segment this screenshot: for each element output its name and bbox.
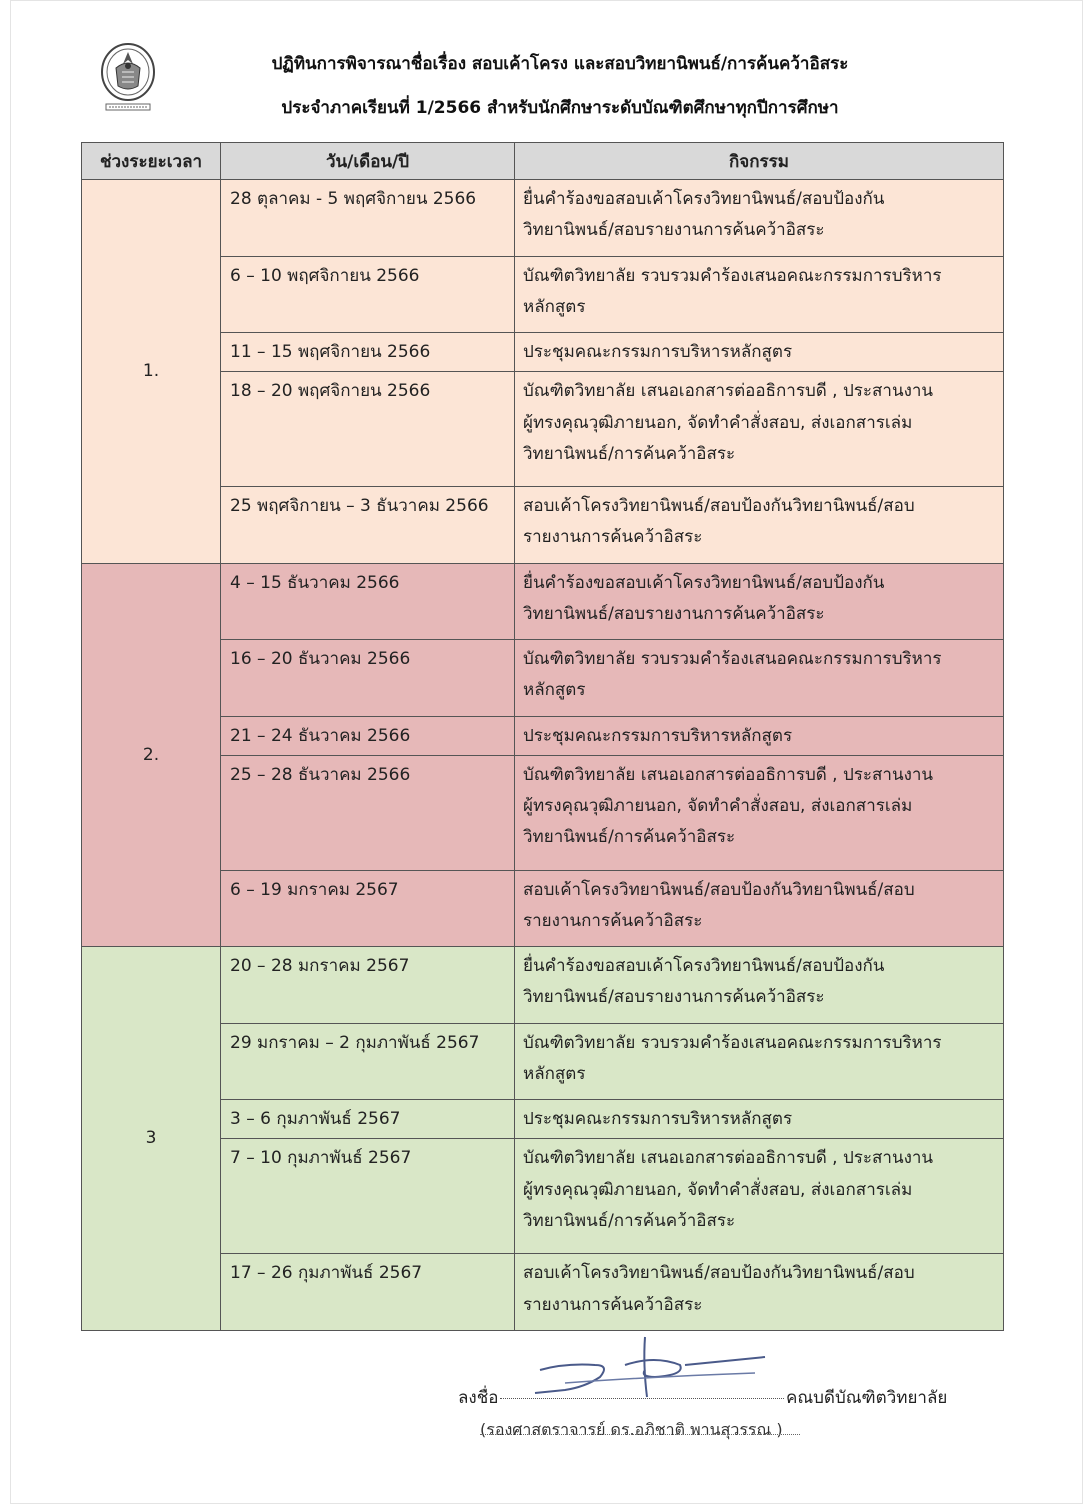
activity-cell bbox=[515, 180, 1004, 257]
signature-line bbox=[500, 1398, 784, 1399]
activity-line: สอบเค้าโครงวิทยานิพนธ์/สอบป้องกันวิทยานิพนธ์/สอบ bbox=[523, 879, 915, 900]
table-row bbox=[82, 372, 1004, 487]
date-cell: 20 – 28 มกราคม 2567 bbox=[221, 947, 515, 1024]
activity-line: บัณฑิตวิทยาลัย เสนอเอกสารต่ออธิการบดี , ประสานงาน bbox=[523, 1148, 934, 1169]
activity-line: บัณฑิตวิทยาลัย รวบรวมคำร้องเสนอคณะกรรมการบริหาร bbox=[523, 265, 942, 286]
table-row bbox=[82, 716, 1004, 755]
table-row bbox=[82, 256, 1004, 333]
table-row bbox=[82, 640, 1004, 717]
activity-cell bbox=[515, 333, 1004, 372]
activity-line: วิทยานิพนธ์/สอบรายงานการค้นคว้าอิสระ bbox=[523, 987, 825, 1008]
activity-cell bbox=[515, 1254, 1004, 1331]
table-row bbox=[82, 180, 1004, 257]
table-row bbox=[82, 947, 1004, 1024]
table-row bbox=[82, 870, 1004, 947]
document-title-line2: ประจำภาคเรียนที่ 1/2566 สำหรับนักศึกษาระดับบัณฑิตศึกษาทุกปีการศึกษา bbox=[281, 98, 839, 118]
activity-line: สอบเค้าโครงวิทยานิพนธ์/สอบป้องกันวิทยานิพนธ์/สอบ bbox=[523, 1263, 915, 1284]
activity-line: ยื่นคำร้องขอสอบเค้าโครงวิทยานิพนธ์/สอบป้องกัน bbox=[523, 189, 885, 209]
activity-line: ประชุมคณะกรรมการบริหารหลักสูตร bbox=[523, 1109, 793, 1130]
date-cell: 28 ตุลาคม - 5 พฤศจิกายน 2566 bbox=[221, 180, 515, 257]
date-cell: 7 – 10 กุมภาพันธ์ 2567 bbox=[221, 1139, 515, 1254]
activity-line: ผู้ทรงคุณวุฒิภายนอก, จัดทำคำสั่งสอบ, ส่งเอกสารเล่ม bbox=[523, 1179, 913, 1200]
table-row bbox=[82, 487, 1004, 564]
activity-cell bbox=[515, 947, 1004, 1024]
date-cell: 21 – 24 ธันวาคม 2566 bbox=[221, 716, 515, 755]
date-cell: 6 – 19 มกราคม 2567 bbox=[221, 870, 515, 947]
activity-cell bbox=[515, 1100, 1004, 1139]
activity-line: ประชุมคณะกรรมการบริหารหลักสูตร bbox=[523, 725, 793, 746]
period-cell: 1. bbox=[82, 180, 221, 564]
activity-line: วิทยานิพนธ์/การค้นคว้าอิสระ bbox=[523, 443, 736, 464]
period-cell: 3 bbox=[82, 947, 221, 1331]
table-row bbox=[82, 1023, 1004, 1100]
activity-line: หลักสูตร bbox=[523, 1063, 586, 1084]
signatory-name-underline bbox=[480, 1434, 800, 1435]
date-cell: 18 – 20 พฤศจิกายน 2566 bbox=[221, 372, 515, 487]
period-cell: 2. bbox=[82, 563, 221, 947]
schedule-table bbox=[81, 142, 1004, 1331]
activity-cell bbox=[515, 716, 1004, 755]
activity-cell bbox=[515, 755, 1004, 870]
date-cell: 16 – 20 ธันวาคม 2566 bbox=[221, 640, 515, 717]
signatory-name: (รองศาสตราจารย์ ดร.อภิชาติ พานสุวรรณ ) bbox=[480, 1420, 783, 1439]
date-cell: 25 – 28 ธันวาคม 2566 bbox=[221, 755, 515, 870]
signature-label: ลงชื่อ bbox=[458, 1388, 499, 1408]
activity-cell bbox=[515, 640, 1004, 717]
table-header-row bbox=[82, 143, 1004, 180]
table-row bbox=[82, 1254, 1004, 1331]
activity-line: หลักสูตร bbox=[523, 296, 586, 317]
column-header-activity: กิจกรรม bbox=[515, 143, 1004, 180]
activity-cell bbox=[515, 563, 1004, 640]
activity-line: หลักสูตร bbox=[523, 680, 586, 701]
activity-line: ยื่นคำร้องขอสอบเค้าโครงวิทยานิพนธ์/สอบป้องกัน bbox=[523, 572, 885, 593]
activity-line: สอบเค้าโครงวิทยานิพนธ์/สอบป้องกันวิทยานิพนธ์/สอบ bbox=[523, 496, 915, 517]
activity-cell bbox=[515, 870, 1004, 947]
date-cell: 6 – 10 พฤศจิกายน 2566 bbox=[221, 256, 515, 333]
handwritten-signature bbox=[525, 1335, 775, 1405]
activity-line: บัณฑิตวิทยาลัย รวบรวมคำร้องเสนอคณะกรรมการบริหาร bbox=[523, 649, 942, 670]
signature-role: คณบดีบัณฑิตวิทยาลัย bbox=[786, 1388, 948, 1408]
date-cell: 11 – 15 พฤศจิกายน 2566 bbox=[221, 333, 515, 372]
table-row bbox=[82, 1100, 1004, 1139]
date-cell: 29 มกราคม – 2 กุมภาพันธ์ 2567 bbox=[221, 1023, 515, 1100]
activity-line: วิทยานิพนธ์/สอบรายงานการค้นคว้าอิสระ bbox=[523, 603, 825, 624]
table-row bbox=[82, 755, 1004, 870]
table-row bbox=[82, 1139, 1004, 1254]
activity-line: ผู้ทรงคุณวุฒิภายนอก, จัดทำคำสั่งสอบ, ส่งเอกสารเล่ม bbox=[523, 412, 913, 433]
activity-line: บัณฑิตวิทยาลัย เสนอเอกสารต่ออธิการบดี , ประสานงาน bbox=[523, 381, 934, 402]
table-row bbox=[82, 563, 1004, 640]
activity-cell bbox=[515, 372, 1004, 487]
activity-line: วิทยานิพนธ์/สอบรายงานการค้นคว้าอิสระ bbox=[523, 220, 825, 241]
date-cell: 17 – 26 กุมภาพันธ์ 2567 bbox=[221, 1254, 515, 1331]
table-row bbox=[82, 333, 1004, 372]
activity-line: ประชุมคณะกรรมการบริหารหลักสูตร bbox=[523, 342, 793, 362]
activity-line: บัณฑิตวิทยาลัย รวบรวมคำร้องเสนอคณะกรรมการบริหาร bbox=[523, 1032, 942, 1053]
activity-line: บัณฑิตวิทยาลัย เสนอเอกสารต่ออธิการบดี , ประสานงาน bbox=[523, 764, 934, 785]
activity-line: ผู้ทรงคุณวุฒิภายนอก, จัดทำคำสั่งสอบ, ส่งเอกสารเล่ม bbox=[523, 796, 913, 817]
activity-cell bbox=[515, 487, 1004, 564]
activity-line: รายงานการค้นคว้าอิสระ bbox=[523, 1294, 703, 1315]
document-title-line1: ปฏิทินการพิจารณาชื่อเรื่อง สอบเค้าโครง และสอบวิทยานิพนธ์/การค้นคว้าอิสระ bbox=[271, 54, 849, 74]
date-cell: 3 – 6 กุมภาพันธ์ 2567 bbox=[221, 1100, 515, 1139]
activity-line: ยื่นคำร้องขอสอบเค้าโครงวิทยานิพนธ์/สอบป้องกัน bbox=[523, 956, 885, 977]
activity-cell bbox=[515, 1139, 1004, 1254]
activity-line: รายงานการค้นคว้าอิสระ bbox=[523, 527, 703, 548]
activity-cell bbox=[515, 1023, 1004, 1100]
column-header-date: วัน/เดือน/ปี bbox=[221, 143, 515, 180]
activity-cell bbox=[515, 256, 1004, 333]
activity-line: วิทยานิพนธ์/การค้นคว้าอิสระ bbox=[523, 827, 736, 848]
activity-line: รายงานการค้นคว้าอิสระ bbox=[523, 910, 703, 931]
date-cell: 4 – 15 ธันวาคม 2566 bbox=[221, 563, 515, 640]
university-seal-icon bbox=[100, 42, 156, 114]
activity-line: วิทยานิพนธ์/การค้นคว้าอิสระ bbox=[523, 1211, 736, 1232]
column-header-period: ช่วงระยะเวลา bbox=[82, 143, 221, 180]
date-cell: 25 พฤศจิกายน – 3 ธันวาคม 2566 bbox=[221, 487, 515, 564]
